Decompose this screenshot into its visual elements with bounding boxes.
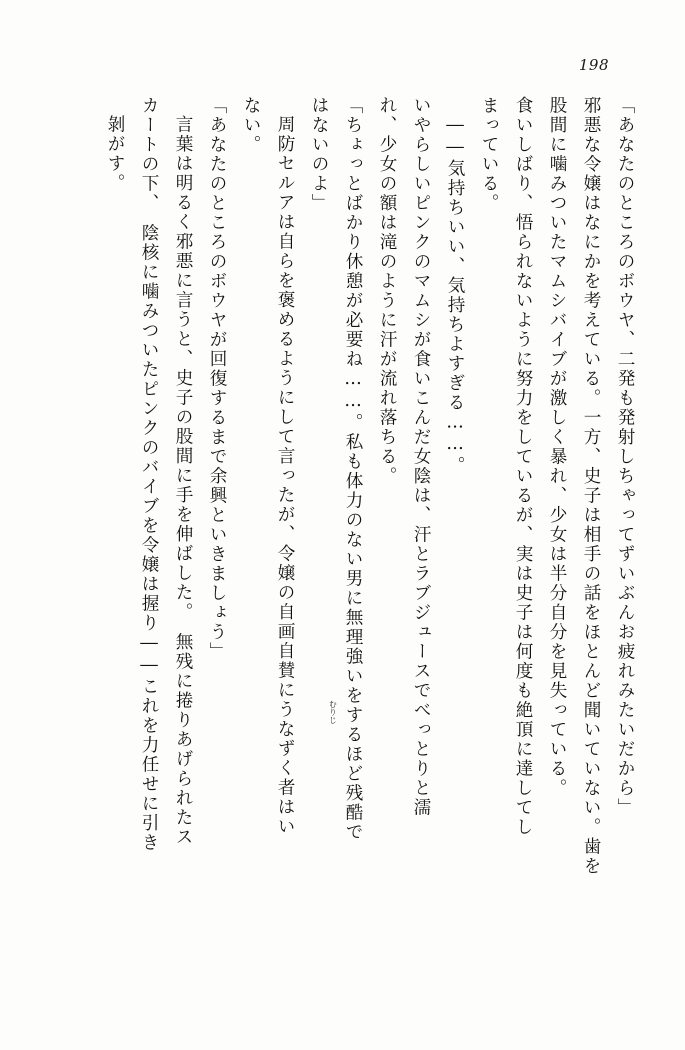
text-line: 「ちょっとばかり休憩が必要ね……。私も体力のない男に無理強いをするほど残酷で	[343, 96, 363, 842]
text-line: まっている。	[479, 96, 499, 213]
text-line: 言葉は明るく邪悪に言うと、史子の股間に手を伸ばした。 無残に捲りあげられたス	[173, 115, 193, 848]
page-number: 198	[578, 56, 609, 74]
text-line: 股間に噛みついたマムシバイブが激しく暴れ、少女は半分自分を見失っている。	[547, 96, 567, 798]
text-line: れ、少女の額は滝のように汗が流れ落ちる。	[377, 96, 397, 486]
text-line: いやらしいピンクのマムシが食いこんだ女陰は、汗とラブジュースでべっとりと濡	[411, 96, 431, 818]
ruby-annotation: むりじ	[328, 700, 338, 724]
text-line: カートの下、 陰核に噛みついたピンクのバイブを令嬢は握り――これを力任せに引き	[139, 96, 159, 853]
text-line: 邪悪な令嬢はなにかを考えている。一方、史子は相手の話をほとんど聞いていない。歯を	[581, 96, 601, 876]
text-line: はないのよ」	[309, 96, 329, 213]
text-line: 剝がす。	[105, 115, 125, 193]
text-line: ――気持ちいい、気持ちよすぎる……。	[445, 115, 465, 476]
text-line: 周防セルアは自らを褒めるようにして言ったが、令嬢の自画自賛にうなずく者はい	[275, 115, 295, 837]
text-line: ない。	[241, 96, 261, 155]
text-line: 「あなたのところのボウヤ、二発も発射しちゃってずいぶんお疲れみたいだから」	[615, 96, 635, 818]
vertical-text-block	[44, 96, 633, 976]
text-line: 食いしばり、悟られないように努力をしているが、実は史子は何度も絶頂に達してし	[513, 96, 533, 837]
text-line: 「あなたのところのボウヤが回復するまで余興といきましょう」	[207, 96, 227, 662]
